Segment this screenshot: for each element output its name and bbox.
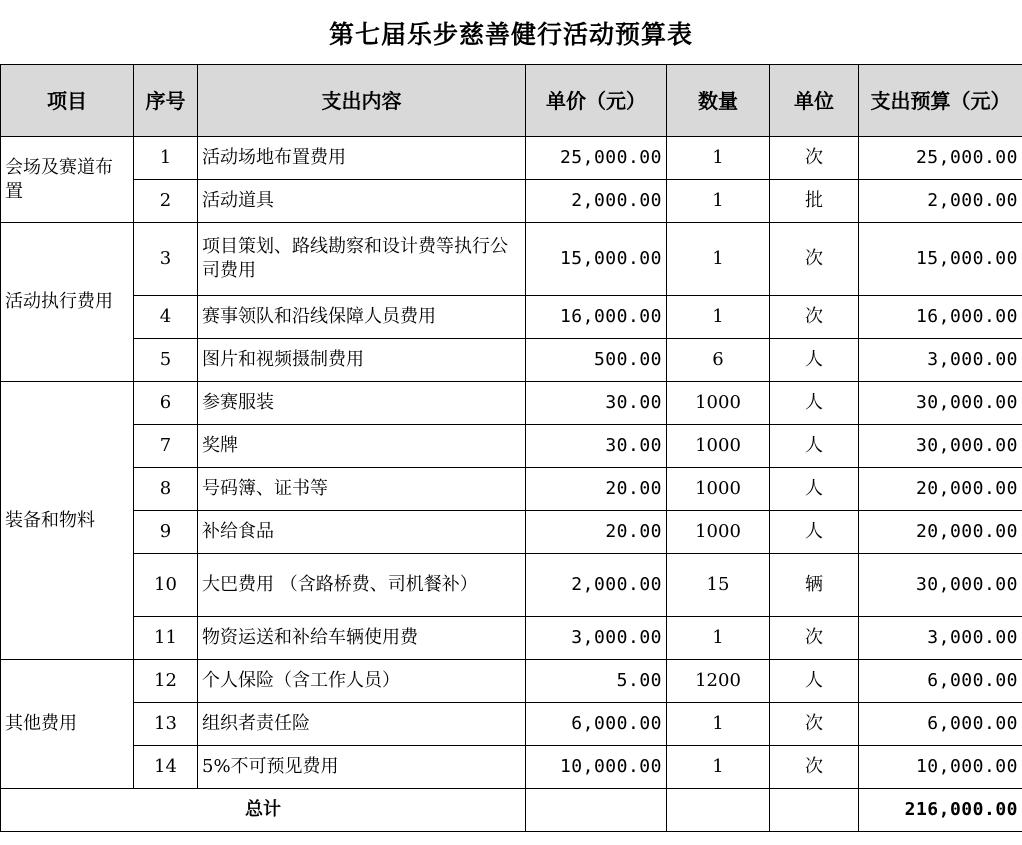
row-item: 组织者责任险: [198, 703, 526, 746]
row-budget: 25,000.00: [859, 137, 1022, 180]
table-row: [1, 382, 1022, 425]
row-price: 30.00: [526, 425, 667, 468]
row-number: 2: [134, 180, 198, 223]
row-unit: 次: [770, 296, 859, 339]
row-price: 16,000.00: [526, 296, 667, 339]
row-price: 15,000.00: [526, 223, 667, 296]
category-cell: 装备和物料: [1, 382, 134, 660]
row-item: 个人保险（含工作人员）: [198, 660, 526, 703]
row-price: 25,000.00: [526, 137, 667, 180]
row-item: 项目策划、路线勘察和设计费等执行公司费用: [198, 223, 526, 296]
row-budget: 15,000.00: [859, 223, 1022, 296]
row-unit: 次: [770, 746, 859, 789]
row-unit: 人: [770, 468, 859, 511]
row-unit: 人: [770, 660, 859, 703]
total-row: [1, 789, 1022, 832]
row-unit: 辆: [770, 554, 859, 617]
row-budget: 20,000.00: [859, 511, 1022, 554]
row-qty: 6: [667, 339, 770, 382]
row-qty: 1200: [667, 660, 770, 703]
row-unit: 批: [770, 180, 859, 223]
total-empty-cell: [770, 789, 859, 832]
table-row: [1, 746, 1022, 789]
row-number: 3: [134, 223, 198, 296]
table-row: [1, 617, 1022, 660]
row-item: 活动道具: [198, 180, 526, 223]
row-number: 11: [134, 617, 198, 660]
row-item: 号码簿、证书等: [198, 468, 526, 511]
total-label: 总计: [1, 789, 526, 832]
row-price: 500.00: [526, 339, 667, 382]
row-price: 2,000.00: [526, 180, 667, 223]
table-row: [1, 339, 1022, 382]
row-qty: 1000: [667, 382, 770, 425]
row-unit: 次: [770, 703, 859, 746]
row-item: 图片和视频摄制费用: [198, 339, 526, 382]
row-qty: 1: [667, 746, 770, 789]
row-unit: 人: [770, 511, 859, 554]
row-price: 30.00: [526, 382, 667, 425]
row-budget: 3,000.00: [859, 617, 1022, 660]
row-qty: 1000: [667, 468, 770, 511]
row-item: 参赛服装: [198, 382, 526, 425]
row-budget: 16,000.00: [859, 296, 1022, 339]
table-row: [1, 660, 1022, 703]
row-item: 物资运送和补给车辆使用费: [198, 617, 526, 660]
header-unit: 单位: [770, 65, 859, 137]
row-number: 9: [134, 511, 198, 554]
row-budget: 20,000.00: [859, 468, 1022, 511]
header-number: 序号: [134, 65, 198, 137]
row-price: 20.00: [526, 468, 667, 511]
header-quantity: 数量: [667, 65, 770, 137]
row-qty: 1: [667, 180, 770, 223]
row-budget: 10,000.00: [859, 746, 1022, 789]
row-qty: 1000: [667, 511, 770, 554]
table-row: [1, 223, 1022, 296]
row-qty: 1: [667, 617, 770, 660]
table-row: [1, 511, 1022, 554]
row-price: 10,000.00: [526, 746, 667, 789]
row-qty: 1: [667, 296, 770, 339]
row-unit: 次: [770, 137, 859, 180]
header-unit-price: 单价（元）: [526, 65, 667, 137]
row-budget: 30,000.00: [859, 382, 1022, 425]
total-empty-cell: [526, 789, 667, 832]
row-qty: 1: [667, 137, 770, 180]
row-unit: 人: [770, 425, 859, 468]
header-item: 支出内容: [198, 65, 526, 137]
table-row: [1, 137, 1022, 180]
row-number: 6: [134, 382, 198, 425]
row-number: 4: [134, 296, 198, 339]
row-item: 5%不可预见费用: [198, 746, 526, 789]
row-qty: 1: [667, 703, 770, 746]
category-cell: 其他费用: [1, 660, 134, 789]
sheet-title: 第七届乐步慈善健行活动预算表: [328, 19, 693, 49]
row-qty: 15: [667, 554, 770, 617]
row-number: 1: [134, 137, 198, 180]
row-number: 10: [134, 554, 198, 617]
row-item: 大巴费用 （含路桥费、司机餐补）: [198, 554, 526, 617]
table-row: [1, 425, 1022, 468]
row-number: 5: [134, 339, 198, 382]
row-number: 12: [134, 660, 198, 703]
row-unit: 次: [770, 223, 859, 296]
row-price: 3,000.00: [526, 617, 667, 660]
row-price: 20.00: [526, 511, 667, 554]
row-price: 2,000.00: [526, 554, 667, 617]
row-number: 7: [134, 425, 198, 468]
row-budget: 30,000.00: [859, 554, 1022, 617]
header-row: [1, 65, 1022, 137]
row-price: 5.00: [526, 660, 667, 703]
row-price: 6,000.00: [526, 703, 667, 746]
table-row: [1, 180, 1022, 223]
row-budget: 30,000.00: [859, 425, 1022, 468]
row-unit: 次: [770, 617, 859, 660]
row-budget: 3,000.00: [859, 339, 1022, 382]
row-qty: 1: [667, 223, 770, 296]
row-budget: 6,000.00: [859, 703, 1022, 746]
budget-table: [0, 64, 1022, 832]
row-budget: 2,000.00: [859, 180, 1022, 223]
row-number: 13: [134, 703, 198, 746]
header-budget: 支出预算（元）: [859, 65, 1022, 137]
total-empty-cell: [667, 789, 770, 832]
category-cell: 会场及赛道布置: [1, 137, 134, 223]
table-row: [1, 554, 1022, 617]
category-cell: 活动执行费用: [1, 223, 134, 382]
row-qty: 1000: [667, 425, 770, 468]
row-budget: 6,000.00: [859, 660, 1022, 703]
total-value: 216,000.00: [859, 789, 1022, 832]
row-number: 14: [134, 746, 198, 789]
row-item: 赛事领队和沿线保障人员费用: [198, 296, 526, 339]
table-row: [1, 296, 1022, 339]
table-row: [1, 468, 1022, 511]
row-unit: 人: [770, 339, 859, 382]
row-item: 奖牌: [198, 425, 526, 468]
row-item: 补给食品: [198, 511, 526, 554]
table-row: [1, 703, 1022, 746]
row-unit: 人: [770, 382, 859, 425]
row-item: 活动场地布置费用: [198, 137, 526, 180]
header-category: 项目: [1, 65, 134, 137]
row-number: 8: [134, 468, 198, 511]
